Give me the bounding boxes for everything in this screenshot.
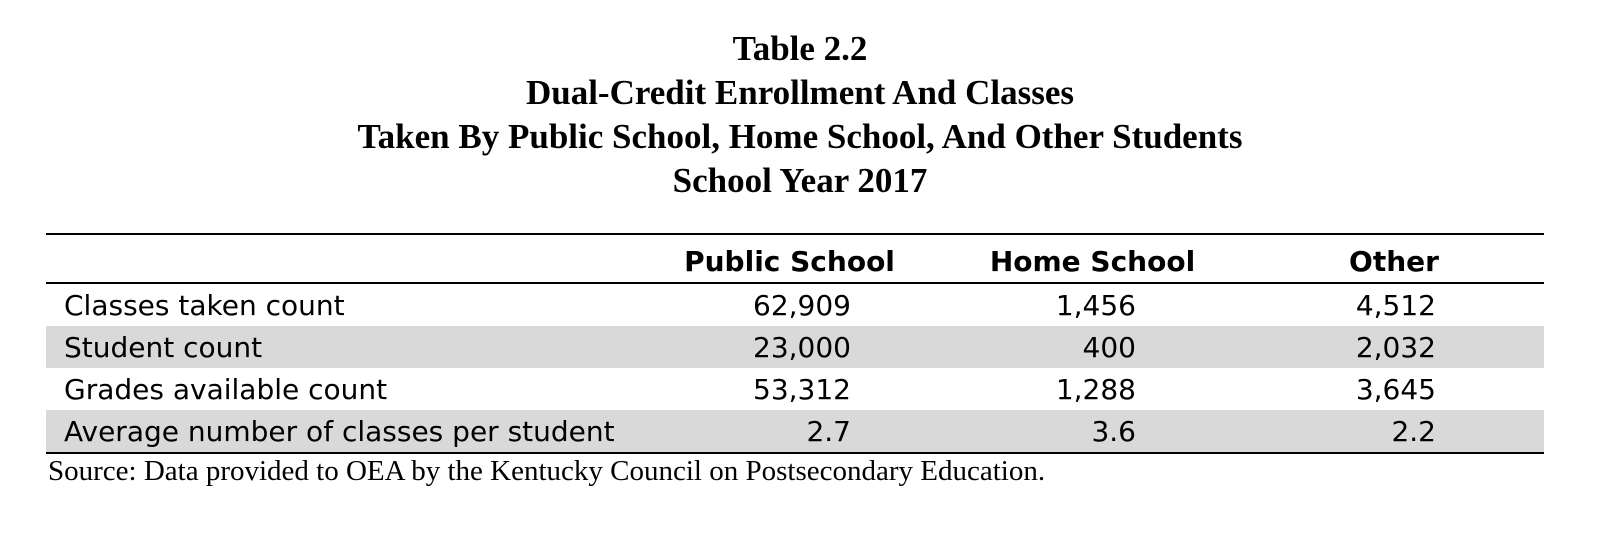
- cell-public: 62,909: [753, 288, 851, 322]
- cell-other: 3,645: [1355, 372, 1436, 406]
- cell-home: 1,288: [1055, 372, 1136, 406]
- table-row: [46, 283, 1544, 326]
- row-label: Grades available count: [64, 372, 388, 406]
- cell-other: 4,512: [1355, 288, 1436, 322]
- table-title-line-1: Dual-Credit Enrollment And Classes: [525, 73, 1075, 112]
- table-title-block: [0, 27, 1600, 203]
- cell-other: 2.2: [1244, 410, 1544, 453]
- table-title-line-2: Taken By Public School, Home School, And Other Students: [357, 117, 1243, 156]
- table-row: [46, 410, 1544, 453]
- cell-public: 23,000: [638, 326, 941, 368]
- row-label: Student count: [46, 326, 638, 368]
- data-table: [46, 233, 1544, 454]
- table-header-row: [46, 234, 1544, 283]
- row-label: Classes taken count: [64, 288, 345, 322]
- table-row: [46, 368, 1544, 410]
- source-note: Source: Data provided to OEA by the Kentucky Council on Postsecondary Education.: [48, 455, 1046, 487]
- cell-home: 400: [941, 326, 1244, 368]
- row-label: Average number of classes per student: [46, 410, 638, 453]
- cell-home: 1,456: [1055, 288, 1136, 322]
- cell-other: 2,032: [1244, 326, 1544, 368]
- table-number: Table 2.2: [732, 29, 868, 68]
- cell-public: 2.7: [638, 410, 941, 453]
- cell-home: 3.6: [941, 410, 1244, 453]
- header-home-school: Home School: [941, 234, 1244, 283]
- table-row: [46, 326, 1544, 368]
- data-table-container: [46, 233, 1544, 454]
- header-public-school: Public School: [638, 234, 941, 283]
- header-other: Other: [1244, 234, 1544, 283]
- header-blank: [46, 234, 638, 283]
- cell-public: 53,312: [753, 372, 851, 406]
- table-title-year: School Year 2017: [672, 161, 928, 200]
